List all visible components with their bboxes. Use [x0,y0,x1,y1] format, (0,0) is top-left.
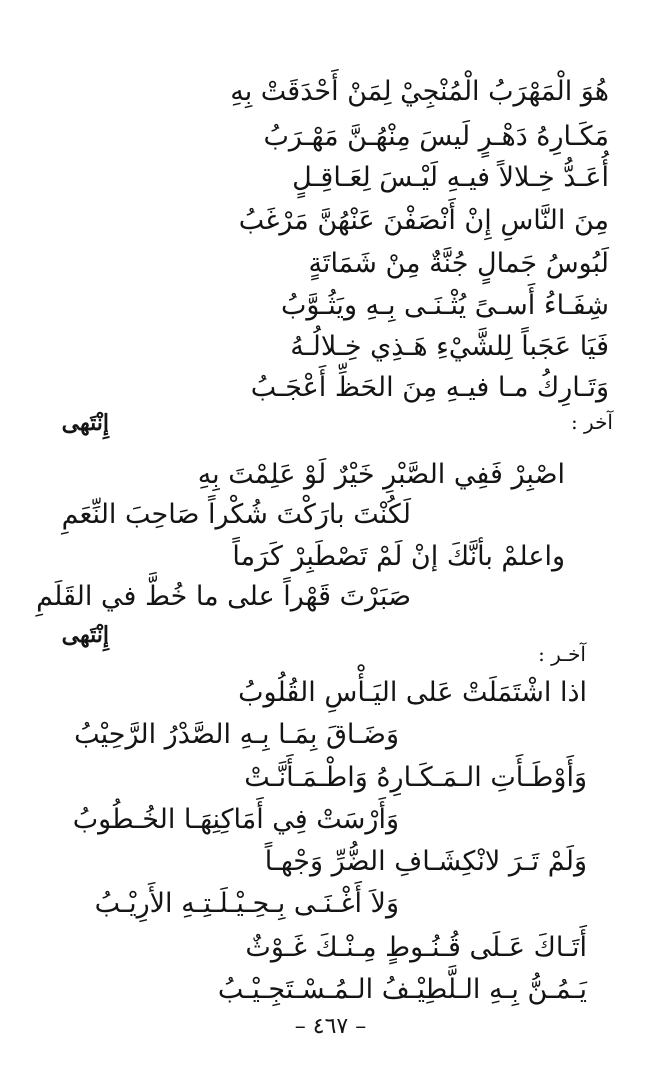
page-number: – ٤٦٧ – [294,1014,367,1039]
section-label: آخـر : [538,642,586,666]
section-label: آخر : [570,410,613,434]
end-marker: إِنْتَهى [61,622,109,648]
verse-line: وَضَـاقَ بِمَـا بِـهِ الصَّدْرُ الرَّحِيْبُ [74,719,399,750]
verse-line: أُعَـدُّ خِـلالاً فيـهِ لَيْـسَ لِعَـاقِـلٍ [292,162,609,193]
verse-line: شِفَـاءُ أَسـىً يُثْـنَـى بِـهِ ويَثُـوَّبُ [281,290,609,321]
verse-line: هُوَ الْمَهْرَبُ الْمُنْجِيْ لِمَنْ أَحْدَقَتْ بِهِ [230,76,609,107]
verse-line: لَكُنْتَ بارَكْتَ شُكْراً صَاحِبَ النِّعَمِ [61,499,411,530]
verse-line: يَـمُـنُّ بِـهِ الـلَّطِيْـفُ الـمُـسْـتَجِـيْـبُ [217,974,587,1005]
verse-line: وَأَوْطَـأَتِ الـمَـكَـارِهُ وَاطْـمَـأَنَّـتْ [244,762,587,793]
verse-line: وَأَرْسَتْ فِي أَمَاكِنِهَـا الخُـطُوبُ [72,804,399,835]
end-marker: إِنْتَهى [61,410,109,436]
verse-line: لَبُوسُ جَمالٍ جُنَّةٌ مِنْ شَمَاتَةٍ [308,248,609,279]
verse-line: مَكَـارِهُ دَهْـرٍ لَيسَ مِنْهُـنَّ مَهْـرَبُ [263,121,609,152]
verse-line: اذا اشْتَمَلَتْ عَلى اليَـأْسِ القُلُوبُ [238,677,587,708]
verse-line: أَتَـاكَ عَـلَى قُـنُـوطٍ مِـنْـكَ غَـوْثٌ [245,932,587,963]
verse-line: واعلمْ بأنَّكَ إنْ لَمْ تَصْطَبِرْ كَرَماً [232,541,565,572]
verse-line: اصْبِرْ فَفِي الصَّبْرِ خَيْرٌ لَوْ عَلِمْتَ بِهِ [197,459,565,490]
verse-line: وَلاَ أَغْـنَـى بِـحِـيْـلَـتِـهِ الأَرِيْـبُ [94,888,399,919]
verse-line: وَتَـارِكُ مـا فيـهِ مِنَ الحَظِّ أَعْجَـبُ [250,372,609,403]
verse-line: مِنَ النَّاسِ إِنْ أَنْصَفْنَ عَنْهُنَّ مَرْغَبُ [238,205,609,236]
verse-line: وَلَمْ تَـرَ لانْكِشَـافِ الضُّرِّ وَجْهـاً [264,846,587,877]
verse-line: صَبَرْتَ قَهْراً على ما خُطَّ في القَلَمِ [36,581,411,612]
verse-line: فَيَا عَجَباً لِلشَّيْءِ هَـذِي خِـلالُـهُ [290,331,609,362]
